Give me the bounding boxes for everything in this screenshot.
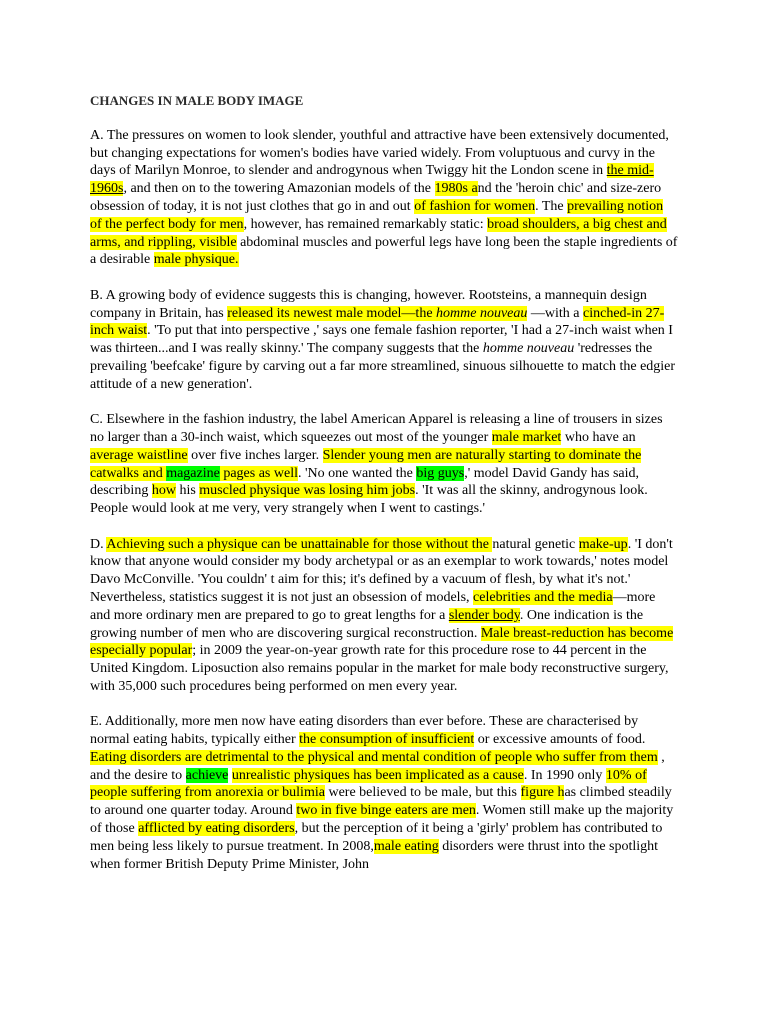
highlighted-text: average waistline [90,447,188,463]
highlighted-text: celebrities and the media [473,589,613,605]
highlighted-text: magazine [166,465,220,481]
document-title: CHANGES IN MALE BODY IMAGE [90,93,304,108]
highlighted-text: Male breast-reduction has become especially popular [90,625,674,659]
text-run: —with a [527,305,584,321]
paragraph-e [90,713,678,873]
highlighted-text: big guys [416,465,465,481]
document-body [90,127,678,874]
text-run: E. Additionally, more men now have eating disorders than ever before. These are characterised by normal eating habits, typically either [90,714,639,748]
text-run: disorders were thrust into the spotlight when former British Deputy Prime Minister, John [90,838,659,872]
highlighted-text: Achieving such a physique can be unattainable for those without the [106,536,493,552]
text-run: . The [535,198,568,214]
text-run: over five inches larger. [187,447,323,463]
highlighted-text: cinched-in 27-inch waist [90,305,665,339]
highlighted-text: unrealistic physiques has been implicated as a cause [231,767,524,783]
highlighted-text: 1980s a [434,181,478,197]
highlighted-text: two in five binge eaters are men [296,803,476,819]
highlighted-text: the mid-1960s [90,163,654,197]
highlighted-text: achieve [185,767,229,783]
paragraph-d [90,536,678,696]
text-run: as climbed steadily to around one quarter today. Around [90,785,672,819]
highlighted-text: afflicted by eating disorders [138,821,295,837]
highlighted-text: male eating [373,838,439,854]
text-run: ,' model David Gandy has said, describing [90,465,640,499]
highlighted-text: Slender young men are naturally starting to dominate the catwalks and [90,447,642,481]
highlighted-text: make-up [578,536,628,552]
text-run: were believed to be male, but this [324,785,521,801]
text-run: A. The pressures on women to look slender, youthful and attractive have been extensively documented, but changing expectations for women's bodies have varied widely. From voluptuous and curvy in the days of Marilyn Monroe, to slender and androgynous when Twiggy hit the London scene in [90,127,669,179]
text-run: , and the desire to [90,749,665,783]
text-run: . In 1990 only [523,767,606,783]
paragraph-b [90,287,678,394]
highlighted-text: prevailing notion of the perfect body for men [90,198,664,232]
text-run: his [175,483,200,499]
highlighted-text: homme nouveau [436,305,528,321]
paragraph-a [90,127,678,269]
text-run: C. Elsewhere in the fashion industry, the label American Apparel is releasing a line of trousers in sizes no larger than a 30-inch waist, which squeezes out most of the younger [90,412,663,445]
text-run: abdominal muscles and powerful legs have long been the staple ingredients of a desirable [90,234,678,268]
text-run: . 'No one wanted the [298,465,417,481]
highlighted-text: slender body [448,607,520,623]
text-run: D. [90,536,107,552]
text-run: nd the 'heroin chic' and size-zero obsession of today, it is not just clothes that go in and out [90,181,662,214]
highlighted-text: figure h [520,785,565,801]
highlighted-text: pages as well [219,465,298,481]
text-run: , however, has remained remarkably static: [243,216,488,232]
highlighted-text: male market [491,429,562,445]
highlighted-text: released its newest male model—the [227,305,437,321]
highlighted-text: of fashion for women [414,198,536,214]
text-run: 'redresses the prevailing 'beefcake' figure by carving out a far more streamlined, sinuous silhouette to match the edgier attitude of a new generation'. [90,341,676,392]
text-run: homme nouveau [482,341,575,357]
highlighted-text: the consumption of insufficient [299,732,475,748]
text-run: , but the perception of it being a 'girly' problem has contributed to men being less likely to pursue treatment. In 2008, [90,821,663,854]
text-run: natural genetic [492,536,579,552]
text-run: ; in 2009 the year-on-year growth rate for this procedure rose to 44 percent in the United Kingdom. Liposuction also remains popular in the market for male body reconstructive surgery, with 35,000 such procedures being performed on men every year. [90,643,669,694]
paragraph-c [90,411,678,518]
text-run: . 'I don't know that anyone would consider my body archetypal or as an exemplar to work towards,' notes model Davo McConville. 'You couldn' t aim for this; it's defined by a vacuum of flesh, by what it's not.' Nevertheless, statistics suggest it is not just an obsession of models, [90,536,673,605]
text-run: . Women still make up the majority of those [90,803,674,837]
text-run: . 'It was all the skinny, androgynous look. People would look at me very, very strangely when I went to castings.' [90,483,648,517]
text-run: —more and more ordinary men are prepared to go to great lengths for a [90,589,656,623]
highlighted-text: how [151,483,176,499]
highlighted-text: broad shoulders, a big chest and arms, and rippling, visible [90,216,667,250]
text-run: who have an [561,429,636,445]
text-run: . 'To put that into perspective ,' says one female fashion reporter, 'I had a 27-inch waist when I was thirteen...and I was really skinny.' The company suggests that the [90,323,673,357]
text-run: B. A growing body of evidence suggests this is changing, however. Rootsteins, a mannequin design company in Britain, has [90,287,647,321]
text-run: or excessive amounts of food. [474,732,646,748]
highlighted-text: 10% of people suffering from anorexia or bulimia [90,767,647,801]
highlighted-text: Eating disorders are detrimental to the physical and mental condition of people who suffer from them [90,749,658,765]
highlighted-text: male physique. [153,252,239,268]
text-run: , and then on to the towering Amazonian models of the [123,181,435,197]
text-run: . One indication is the growing number of men who are discovering surgical reconstruction. [90,607,644,641]
highlighted-text: muscled physique was losing him jobs [199,483,416,499]
